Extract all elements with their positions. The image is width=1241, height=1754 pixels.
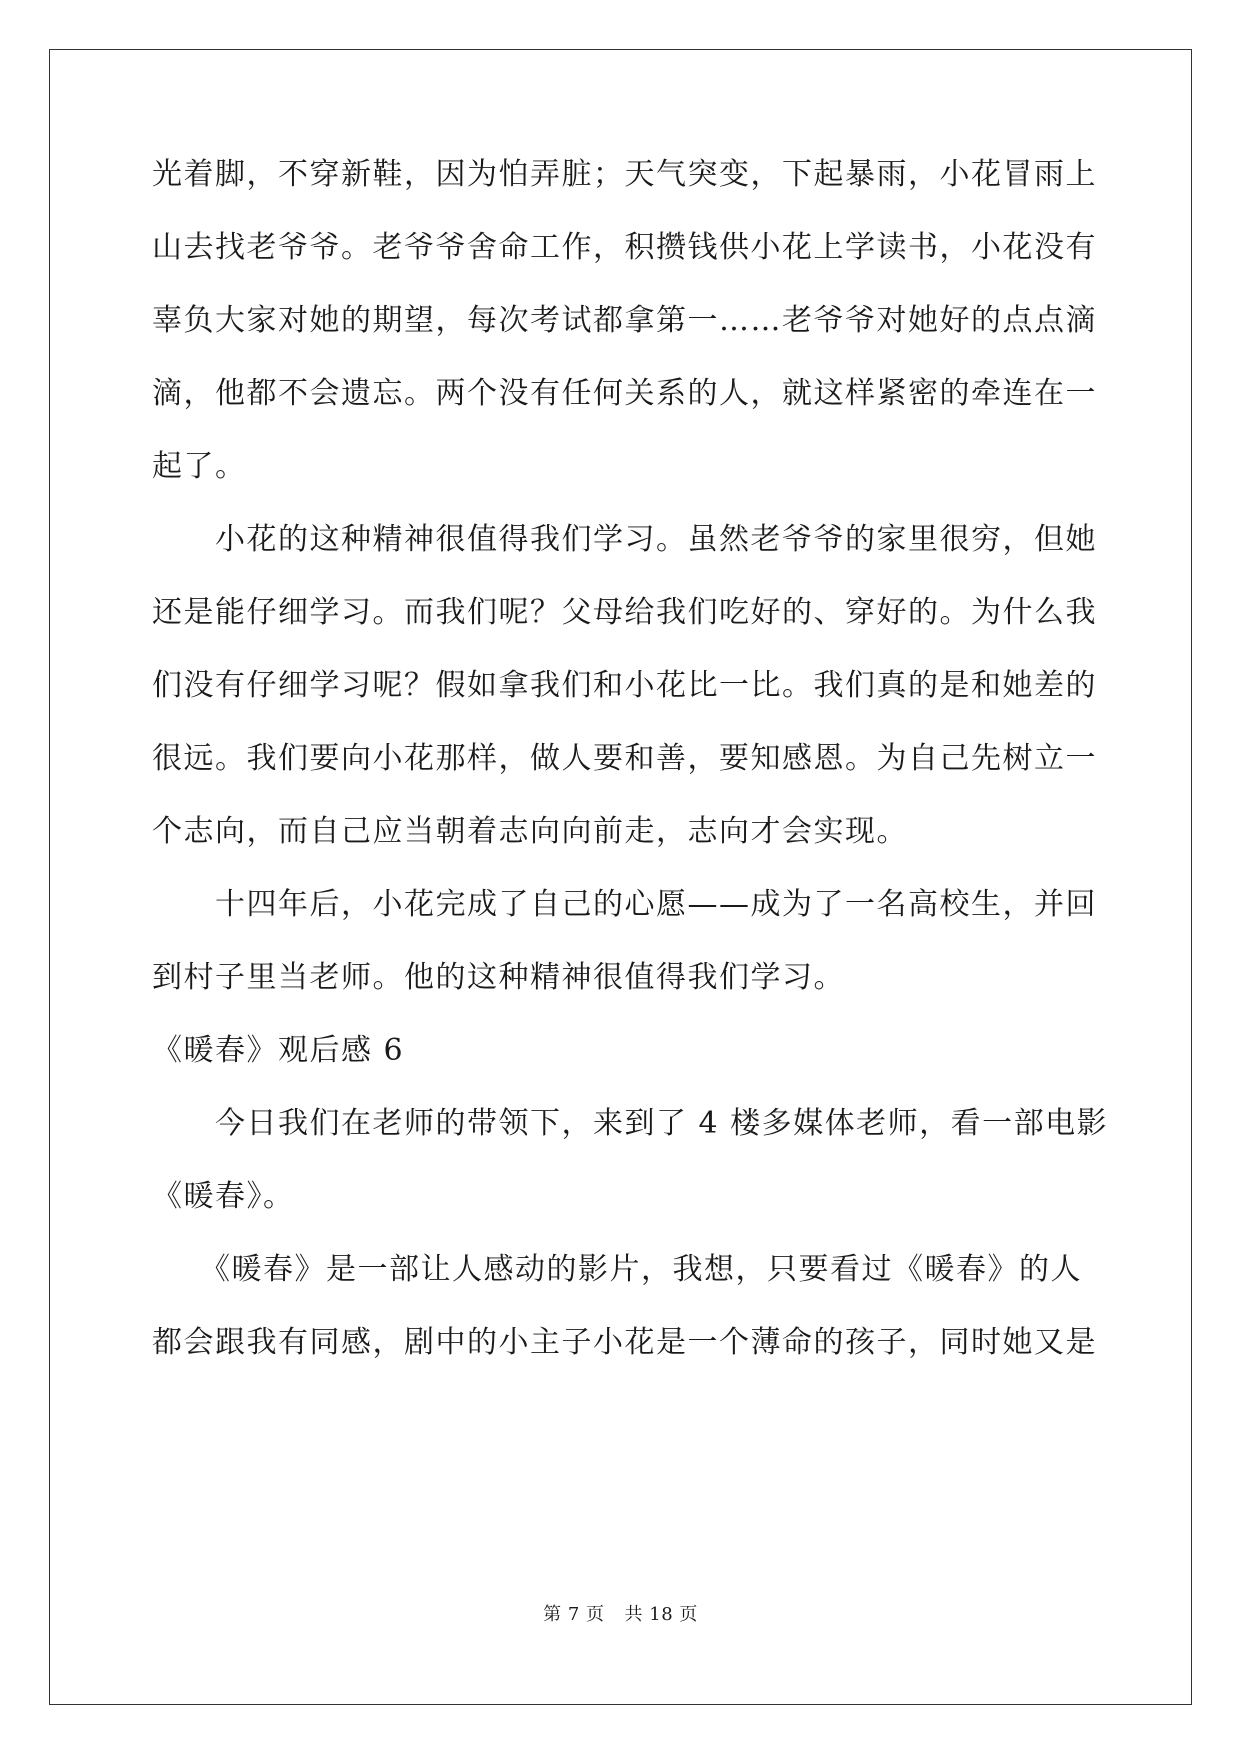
text-line: 《暖春》是一部让人感动的影片，我想，只要看过《暖春》的人 — [152, 1252, 1082, 1287]
document-body — [152, 155, 1109, 1396]
text-line: 起了。 — [152, 449, 247, 484]
text-line: 到村子里当老师。他的这种精神很值得我们学习。 — [152, 960, 845, 995]
section-heading: 《暖春》观后感 6 — [152, 1033, 405, 1068]
text-line: 个志向，而自己应当朝着志向向前走，志向才会实现。 — [152, 814, 908, 849]
page-total: 共 18 页 — [624, 1604, 698, 1625]
text-line: 《暖春》。 — [152, 1179, 295, 1214]
page-number: 第 7 页 — [543, 1604, 605, 1625]
text-line: 辜负大家对她的期望，每次考试都拿第一……老爷爷对她好的点点滴 — [152, 303, 1097, 338]
text-line: 还是能仔细学习。而我们呢？父母给我们吃好的、穿好的。为什么我 — [152, 595, 1097, 630]
page-footer — [0, 1603, 1241, 1627]
text-line: 都会跟我有同感，剧中的小主子小花是一个薄命的孩子，同时她又是 — [152, 1325, 1097, 1360]
text-line: 今日我们在老师的带领下，来到了 4 楼多媒体老师，看一部电影 — [152, 1106, 1109, 1141]
text-line: 滴，他都不会遗忘。两个没有任何关系的人，就这样紧密的牵连在一 — [152, 376, 1097, 411]
text-line: 山去找老爷爷。老爷爷舍命工作，积攒钱供小花上学读书，小花没有 — [152, 230, 1097, 265]
text-line: 光着脚，不穿新鞋，因为怕弄脏；天气突变，下起暴雨，小花冒雨上 — [152, 157, 1097, 192]
text-line: 们没有仔细学习呢？假如拿我们和小花比一比。我们真的是和她差的 — [152, 668, 1097, 703]
text-line: 很远。我们要向小花那样，做人要和善，要知感恩。为自己先树立一 — [152, 741, 1097, 776]
text-line: 十四年后，小花完成了自己的心愿——成为了一名高校生，并回 — [152, 887, 1097, 922]
text-line: 小花的这种精神很值得我们学习。虽然老爷爷的家里很穷，但她 — [152, 522, 1097, 557]
